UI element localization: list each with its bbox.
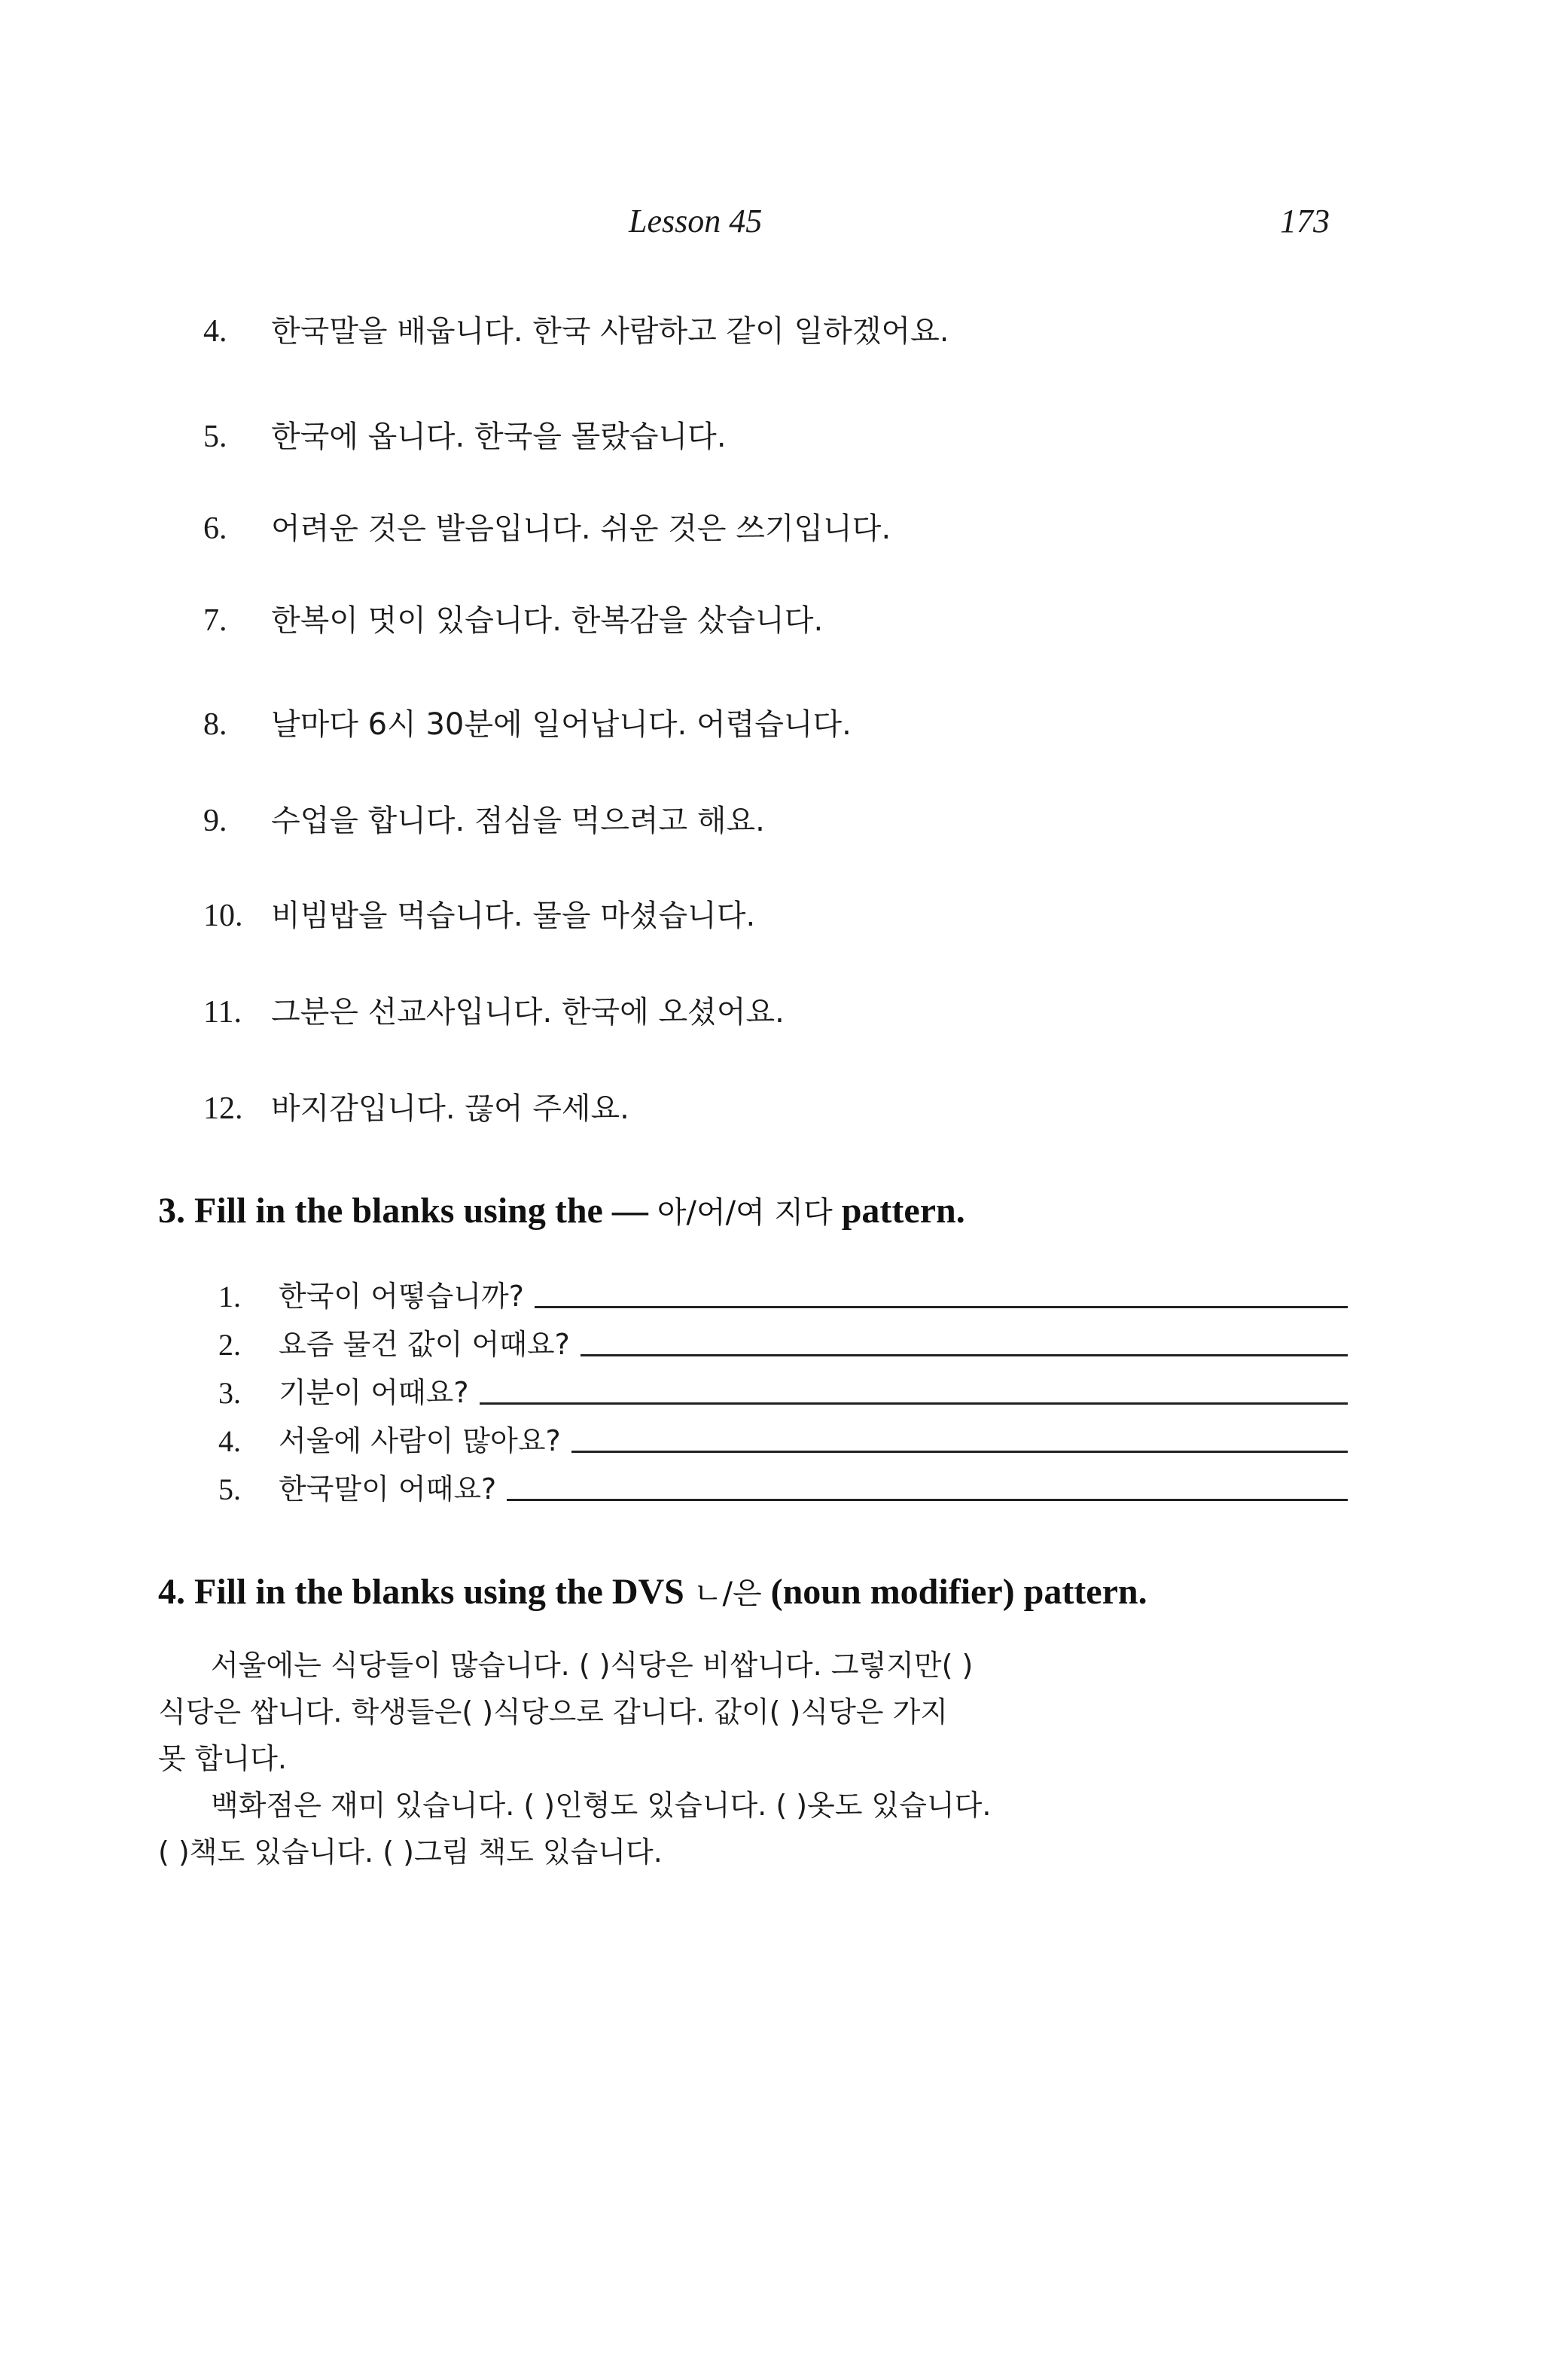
item-number: 9. — [203, 804, 227, 838]
section-3-heading — [158, 1188, 965, 1231]
question-number: 4. — [218, 1424, 241, 1458]
item-text: 바지감입니다. 끊어 주세요. — [271, 1091, 629, 1126]
item-text: 수업을 합니다. 점심을 먹으려고 해요. — [271, 804, 765, 838]
paragraph-line: 식당은 쌉니다. 학생들은( )식당으로 갑니다. 값이( )식당은 가지 — [158, 1695, 949, 1729]
section-4-heading — [158, 1570, 1147, 1613]
item-text: 날마다 6시 30분에 일어납니다. 어렵습니다. — [271, 707, 852, 742]
exercise-item — [203, 700, 852, 743]
item-number: 12. — [203, 1091, 243, 1126]
question-number: 2. — [218, 1328, 241, 1362]
question-text: 기분이 어때요? — [279, 1376, 469, 1409]
exercise-item — [203, 892, 755, 935]
paragraph-line: 못 합니다. — [158, 1742, 287, 1775]
section-3-heading-suffix: pattern. — [841, 1191, 965, 1231]
question-row — [218, 1417, 1348, 1459]
exercise-item — [203, 1085, 629, 1127]
lesson-title: Lesson 45 — [629, 203, 763, 240]
item-text: 한복이 멋이 있습니다. 한복감을 샀습니다. — [271, 603, 824, 638]
item-text: 그분은 선교사입니다. 한국에 오셨어요. — [271, 995, 785, 1030]
section-3-heading-korean: 아/어/여 지다 — [657, 1195, 833, 1230]
answer-blank-line[interactable] — [581, 1353, 1348, 1356]
question-text: 한국이 어떻습니까? — [279, 1280, 524, 1313]
item-number: 8. — [203, 707, 227, 742]
section-4-heading-korean: ㄴ/은 — [693, 1576, 762, 1611]
item-text: 한국말을 배웁니다. 한국 사람하고 같이 일하겠어요. — [271, 314, 949, 349]
section-3-heading-prefix: 3. Fill in the blanks using the — — [158, 1191, 648, 1231]
question-number: 3. — [218, 1376, 241, 1410]
answer-blank-line[interactable] — [535, 1305, 1348, 1308]
paragraph-line: 서울에는 식당들이 많습니다. ( )식당은 비쌉니다. 그렇지만( ) — [211, 1649, 974, 1682]
question-number: 1. — [218, 1280, 241, 1314]
item-number: 4. — [203, 314, 227, 349]
item-text: 어려운 것은 발음입니다. 쉬운 것은 쓰기입니다. — [271, 511, 891, 546]
page-number: 173 — [1280, 203, 1330, 240]
question-text: 서울에 사람이 많아요? — [279, 1424, 561, 1457]
question-text: 한국말이 어때요? — [279, 1472, 497, 1506]
item-text: 한국에 옵니다. 한국을 몰랐습니다. — [271, 420, 727, 454]
item-text: 비빔밥을 먹습니다. 물을 마셨습니다. — [271, 899, 756, 933]
exercise-item — [203, 413, 727, 456]
item-number: 6. — [203, 511, 227, 546]
exercise-item — [203, 307, 949, 350]
section-4-heading-prefix: 4. Fill in the blanks using the DVS — [158, 1572, 684, 1612]
answer-blank-line[interactable] — [480, 1402, 1348, 1405]
item-number: 7. — [203, 603, 227, 638]
section-4-heading-suffix: (noun modifier) pattern. — [770, 1572, 1147, 1612]
item-number: 11. — [203, 995, 242, 1030]
fill-in-paragraph-1 — [158, 1642, 1363, 1782]
exercise-item — [203, 505, 891, 548]
answer-blank-line[interactable] — [507, 1498, 1348, 1501]
paragraph-line: ( )책도 있습니다. ( )그림 책도 있습니다. — [158, 1835, 663, 1869]
question-row — [218, 1466, 1348, 1507]
exercise-item — [203, 988, 785, 1031]
item-number: 5. — [203, 420, 227, 454]
exercise-item — [203, 597, 823, 639]
question-row — [218, 1273, 1348, 1314]
fill-in-paragraph-2 — [158, 1782, 1363, 1875]
question-number: 5. — [218, 1472, 241, 1506]
question-row — [218, 1369, 1348, 1411]
question-text: 요즘 물건 값이 어때요? — [279, 1328, 570, 1361]
paragraph-line: 백화점은 재미 있습니다. ( )인형도 있습니다. ( )옷도 있습니다. — [211, 1789, 992, 1822]
answer-blank-line[interactable] — [571, 1450, 1348, 1453]
question-row — [218, 1321, 1348, 1362]
exercise-item — [203, 797, 765, 840]
item-number: 10. — [203, 899, 243, 933]
